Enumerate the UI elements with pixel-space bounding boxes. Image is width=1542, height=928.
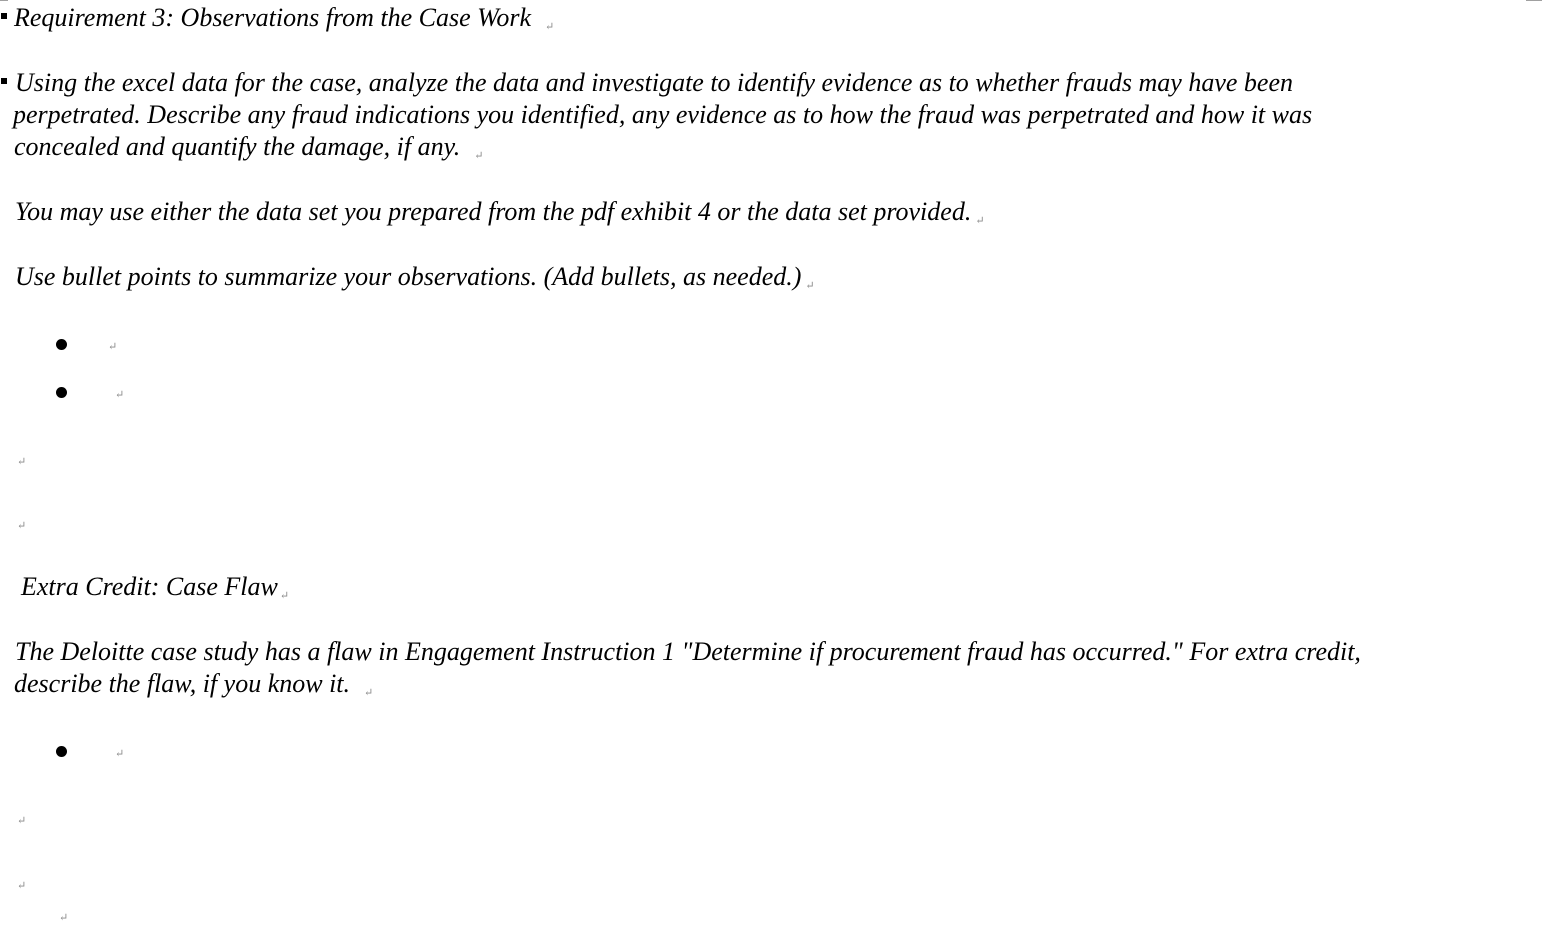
extra-credit-description-line[interactable]	[15, 636, 1361, 668]
instruction-text: perpetrated. Describe any fraud indications you identified, any evidence as to how the fraud was perpetrated and how it was	[13, 100, 1313, 129]
instruction-line[interactable]	[15, 67, 1293, 99]
paragraph-mark-icon: ↵	[108, 341, 118, 353]
empty-paragraph-mark-icon[interactable]: ↵	[17, 815, 27, 827]
paragraph-mark-icon: ↵	[364, 687, 374, 699]
bullet-note[interactable]	[15, 261, 815, 302]
empty-paragraph-mark-icon[interactable]: ↵	[17, 880, 27, 892]
paragraph-mark-icon: ↵	[545, 21, 555, 33]
paragraph-format-marker	[1, 13, 7, 19]
paragraph-format-marker	[1, 78, 7, 84]
data-note[interactable]	[15, 196, 985, 237]
extra-credit-description-text: The Deloitte case study has a flaw in Engagement Instruction 1 "Determine if procurement fraud has occurred." For extra credit,	[15, 637, 1361, 666]
requirement-heading-text: Requirement 3: Observations from the Case Work	[14, 3, 532, 32]
extra-credit-heading[interactable]	[21, 571, 289, 612]
extra-credit-description-text: describe the flaw, if you know it.	[14, 669, 351, 698]
empty-paragraph-mark-icon[interactable]: ↵	[17, 456, 27, 468]
bullet-icon	[56, 387, 67, 398]
bullet-icon	[56, 339, 67, 350]
paragraph-mark-icon: ↵	[115, 389, 125, 401]
instruction-line[interactable]	[13, 99, 1312, 131]
extra-credit-heading-text: Extra Credit: Case Flaw	[21, 572, 278, 601]
paragraph-mark-icon: ↵	[279, 590, 290, 602]
paragraph-mark-icon: ↵	[805, 280, 815, 292]
empty-paragraph-mark-icon[interactable]: ↵	[59, 912, 69, 924]
instruction-text: concealed and quantify the damage, if any.	[14, 132, 461, 161]
data-note-text: You may use either the data set you prepared from the pdf exhibit 4 or the data set provided.	[15, 197, 972, 226]
extra-credit-description-line[interactable]	[14, 668, 373, 709]
bullet-icon	[56, 746, 67, 757]
paragraph-mark-icon: ↵	[975, 215, 985, 227]
page-corner-mark	[0, 0, 8, 1]
page-corner-mark	[1526, 0, 1542, 1]
paragraph-mark-icon: ↵	[115, 748, 125, 760]
paragraph-mark-icon: ↵	[474, 150, 484, 162]
instruction-line[interactable]	[14, 131, 483, 172]
bullet-note-text: Use bullet points to summarize your observations. (Add bullets, as needed.)	[15, 262, 802, 291]
empty-paragraph-mark-icon[interactable]: ↵	[17, 520, 27, 532]
requirement-heading[interactable]	[14, 2, 554, 43]
instruction-text: Using the excel data for the case, analyze the data and investigate to identify evidence as to whether frauds may have been	[15, 68, 1293, 97]
